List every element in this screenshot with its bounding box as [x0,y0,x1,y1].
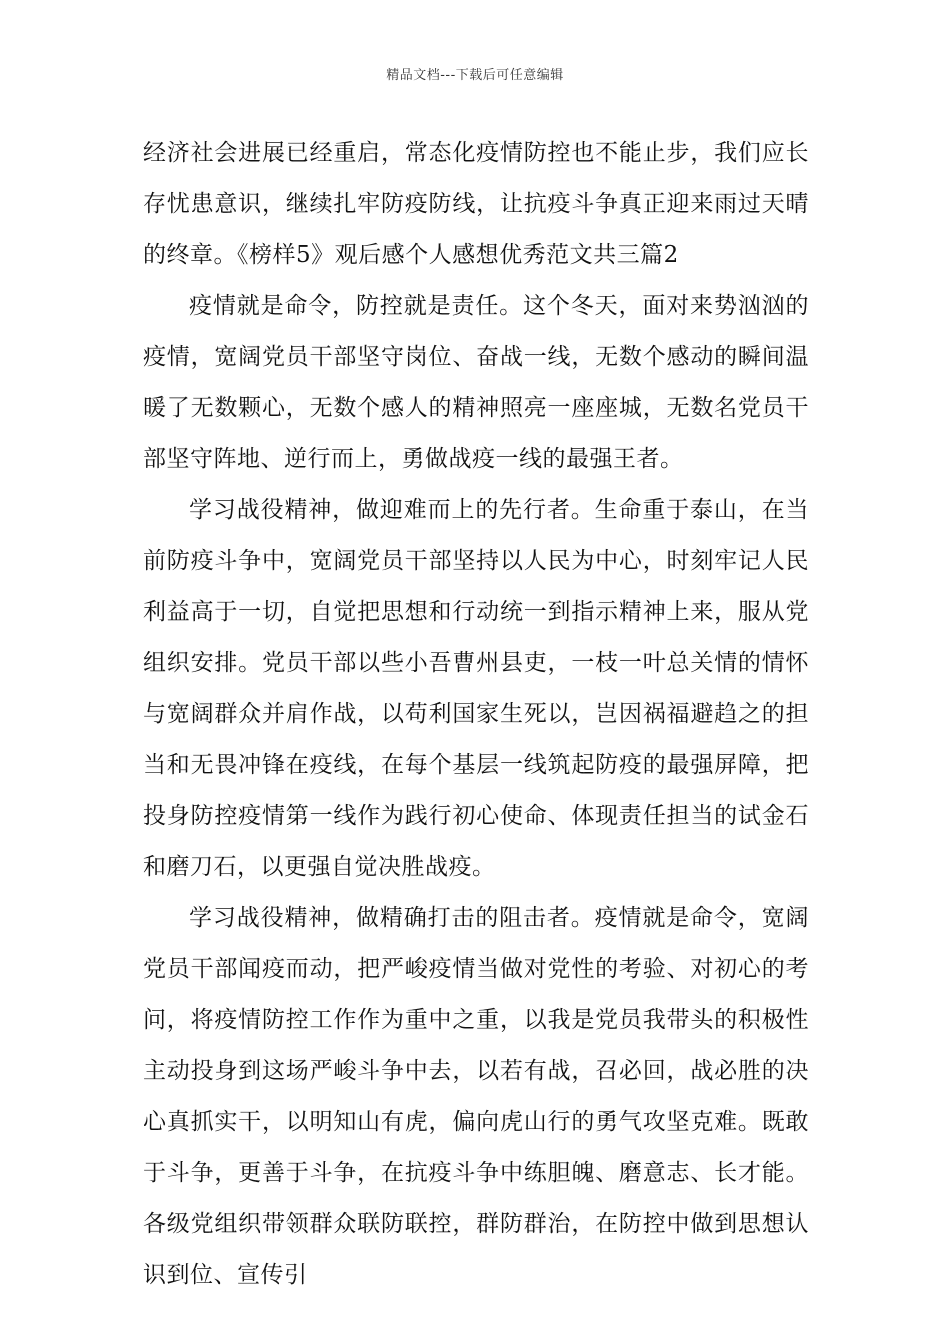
paragraph-duty: 疫情就是命令，防控就是责任。这个冬天，面对来势汹汹的疫情，宽阔党员干部坚守岗位、奋战一线，无数个感动的瞬间温暖了无数颗心，无数个感人的精神照亮一座座城，无数名党员干部坚守阵地、逆行而上，勇做战疫一线的最强王者。 [143,293,809,472]
paragraph-continuation: 经济社会进展已经重启，常态化疫情防控也不能止步，我们应长存忧患意识，继续扎牢防疫防线，让抗疫斗争真正迎来雨过天晴的终章。《榜样5》观后感个人感想优秀范文共三篇2 [143,140,809,268]
paragraph-forerunner: 学习战役精神，做迎难而上的先行者。生命重于泰山，在当前防疫斗争中，宽阔党员干部坚持以人民为中心，时刻牢记人民利益高于一切，自觉把思想和行动统一到指示精神上来，服从党组织安排。党员干部以些小吾曹州县吏，一枝一叶总关情的情怀与宽阔群众并肩作战，以苟利国家生死以，岂因祸福避趋之的担当和无畏冲锋在疫线，在每个基层一线筑起防疫的最强屏障，把投身防控疫情第一线作为践行初心使命、体现责任担当的试金石和磨刀石，以更强自觉决胜战疫。 [143,497,809,880]
document-body [143,128,809,1301]
paragraph-blocker: 学习战役精神，做精确打击的阻击者。疫情就是命令，宽阔党员干部闻疫而动，把严峻疫情当做对党性的考验、对初心的考问，将疫情防控工作作为重中之重，以我是党员我带头的积极性主动投身到这场严峻斗争中去，以若有战，召必回，战必胜的决心真抓实干，以明知山有虎，偏向虎山行的勇气攻坚克难。既敢于斗争，更善于斗争，在抗疫斗争中练胆魄、磨意志、长才能。各级党组织带领群众联防联控，群防群治，在防控中做到思想认识到位、宣传引 [143,905,809,1288]
page-header: 精品文档---下载后可任意编辑 [386,68,564,83]
